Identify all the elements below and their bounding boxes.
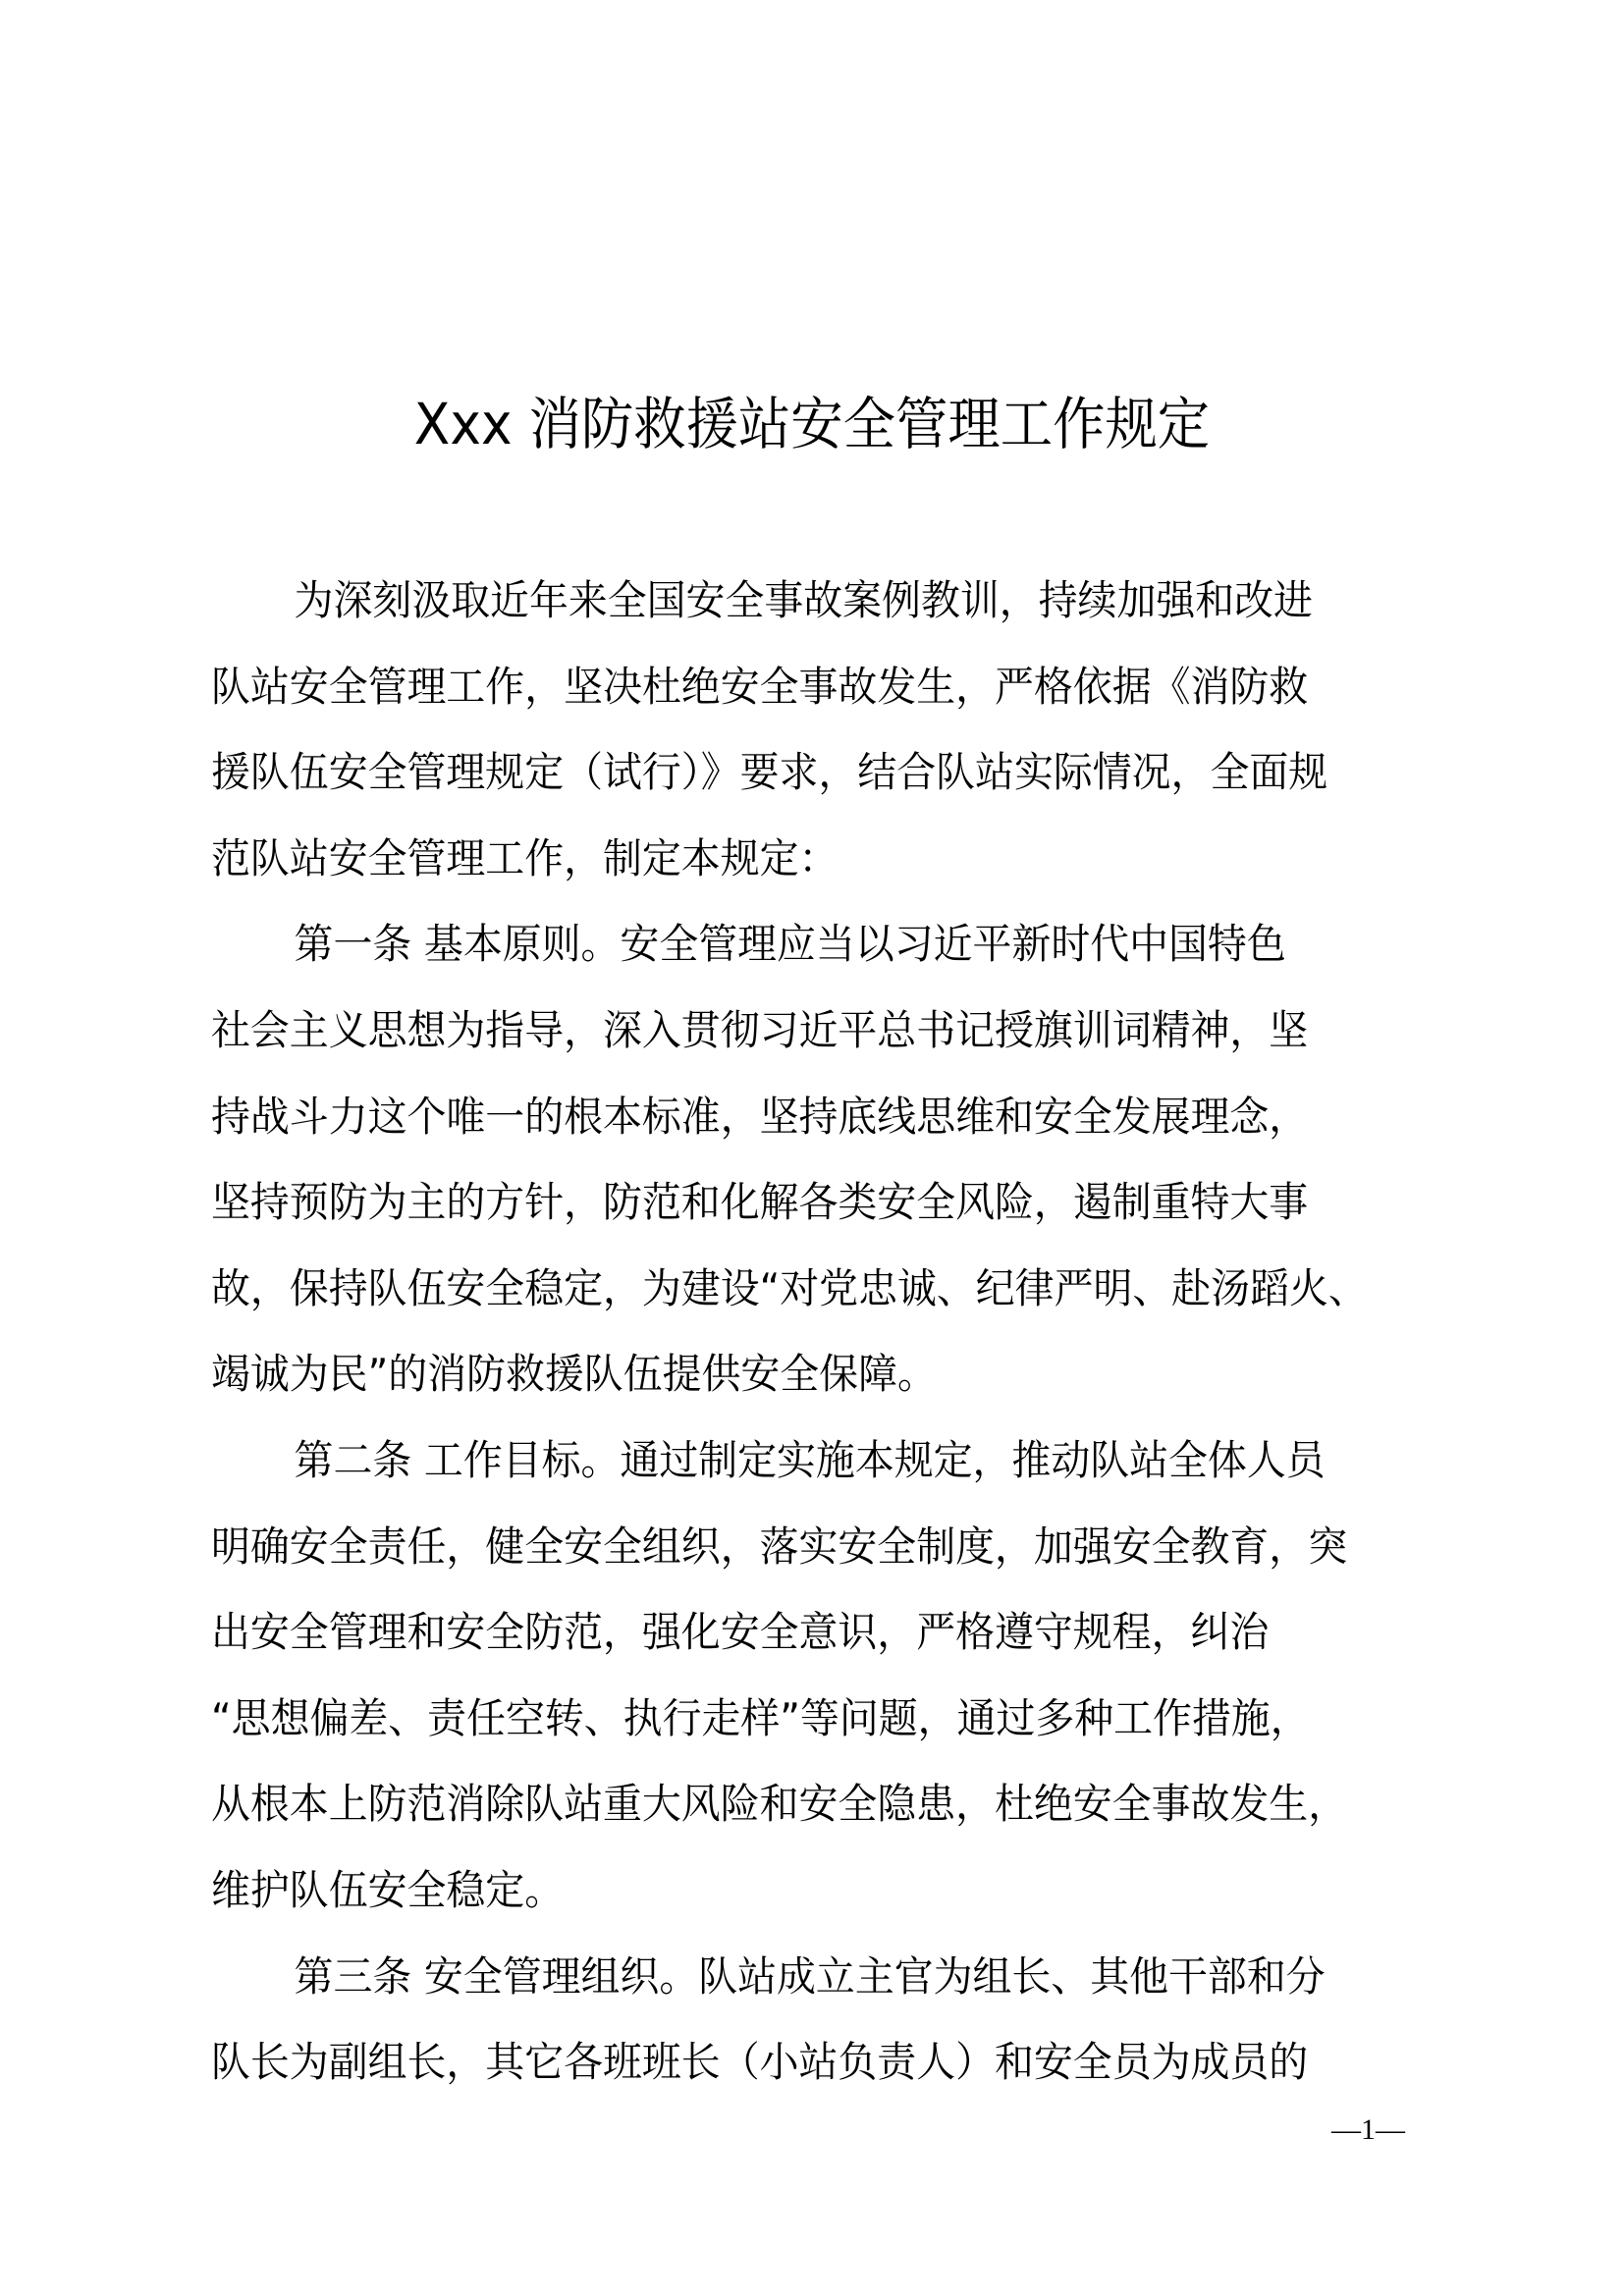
body-line: 从根本上防范消除队站重大风险和安全隐患，杜绝安全事故发生， (211, 1780, 1348, 1829)
body-line: 社会主义思想为指导，深入贯彻习近平总书记授旗训词精神，坚 (211, 1005, 1309, 1054)
document-body (211, 558, 1429, 2106)
body-line: “思想偏差、责任空转、执行走样”等问题，通过多种工作措施， (211, 1693, 1310, 1742)
body-line: 第二条 工作目标。通过制定实施本规定，推动队站全体人员 (294, 1435, 1326, 1484)
body-line: 第三条 安全管理组织。队站成立主官为组长、其他干部和分 (294, 1951, 1326, 2001)
document-title: Xxx 消防救援站安全管理工作规定 (413, 391, 1211, 457)
body-line: 援队伍安全管理规定（试行）》要求，结合队站实际情况，全面规 (211, 748, 1328, 797)
body-line: 出安全管理和安全防范，强化安全意识，严格遵守规程，纠治 (211, 1608, 1270, 1657)
body-line: 队长为副组长，其它各班班长（小站负责人）和安全员为成员的 (211, 2038, 1309, 2087)
body-line: 队站安全管理工作，坚决杜绝安全事故发生，严格依据《消防救 (211, 662, 1309, 711)
page-number: —1— (1331, 2113, 1405, 2146)
body-line: 第一条 基本原则。安全管理应当以习近平新时代中国特色 (294, 920, 1286, 969)
body-line: 持战斗力这个唯一的根本标准，坚持底线思维和安全发展理念， (211, 1092, 1309, 1141)
body-line: 明确安全责任，健全安全组织，落实安全制度，加强安全教育，突 (211, 1522, 1348, 1571)
body-line: 竭诚为民”的消防救援队伍提供安全保障。 (211, 1350, 937, 1399)
body-line: 范队站安全管理工作，制定本规定： (211, 833, 839, 882)
body-line: 故，保持队伍安全稳定，为建设“对党忠诚、纪律严明、赴汤蹈火、 (211, 1263, 1368, 1312)
body-line: 为深刻汲取近年来全国安全事故案例教训，持续加强和改进 (294, 576, 1313, 624)
body-line: 维护队伍安全稳定。 (211, 1865, 565, 1914)
body-line: 坚持预防为主的方针，防范和化解各类安全风险，遏制重特大事 (211, 1178, 1309, 1227)
